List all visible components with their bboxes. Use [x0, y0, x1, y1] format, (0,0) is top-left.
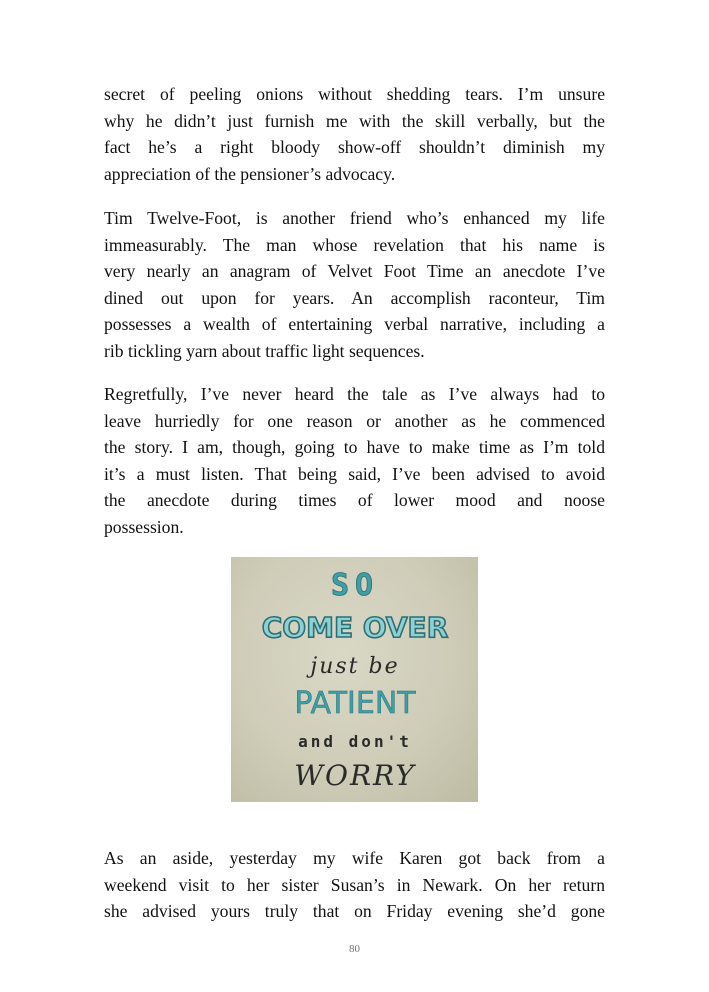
text-line: secret of peeling onions without shedding tears. I’m unsure	[104, 84, 605, 104]
text-line: very nearly an anagram of Velvet Foot Time an anecdote I’ve	[104, 261, 605, 282]
quote-line-worry: WORRY	[294, 759, 416, 792]
text-line: the anecdote during times of lower mood and noose	[104, 490, 605, 511]
text-line: As an aside, yesterday my wife Karen got back from a	[104, 848, 605, 868]
text-line: dined out upon for years. An accomplish raconteur, Tim	[104, 287, 605, 308]
text-line: Regretfully, I’ve never heard the tale as I’ve always had to	[104, 384, 605, 404]
text-line: leave hurriedly for one reason or another as he commenced	[104, 410, 605, 431]
text-line: Tim Twelve-Foot, is another friend who’s enhanced my life	[104, 208, 605, 228]
quote-line-and-dont: and don't	[298, 732, 412, 751]
text-line: immeasurably. The man whose revelation that his name is	[104, 234, 605, 255]
text-line: she advised yours truly that on Friday evening she’d gone	[104, 901, 605, 922]
text-line: rib tickling yarn about traffic light sequences.	[104, 340, 425, 361]
quote-artwork	[231, 557, 478, 802]
quote-line-come-over: COME OVER	[261, 611, 449, 644]
quote-line-just-be: just be	[310, 654, 400, 679]
page-number: 80	[349, 943, 360, 955]
quote-line-patient: PATIENT	[294, 686, 416, 721]
text-line: it’s a must listen. That being said, I’ve been advised to avoid	[104, 463, 605, 484]
text-line: possesses a wealth of entertaining verbal narrative, including a	[104, 314, 605, 335]
text-line: appreciation of the pensioner’s advocacy.	[104, 163, 396, 184]
text-line: why he didn’t just furnish me with the skill verbally, but the	[104, 110, 605, 131]
paragraph-4	[104, 845, 605, 925]
quote-line-so: SO	[330, 568, 380, 603]
text-line: fact he’s a right bloody show-off shouldn’t diminish my	[104, 137, 605, 158]
hand-lettered-quote-image	[231, 557, 478, 802]
paragraph-2	[104, 205, 605, 365]
paragraph-1	[104, 81, 605, 187]
text-line: possession.	[104, 516, 184, 537]
text-line: the story. I am, though, going to have to make time as I’m told	[104, 437, 605, 458]
paragraph-3	[104, 381, 605, 541]
text-line: weekend visit to her sister Susan’s in Newark. On her return	[104, 874, 605, 895]
